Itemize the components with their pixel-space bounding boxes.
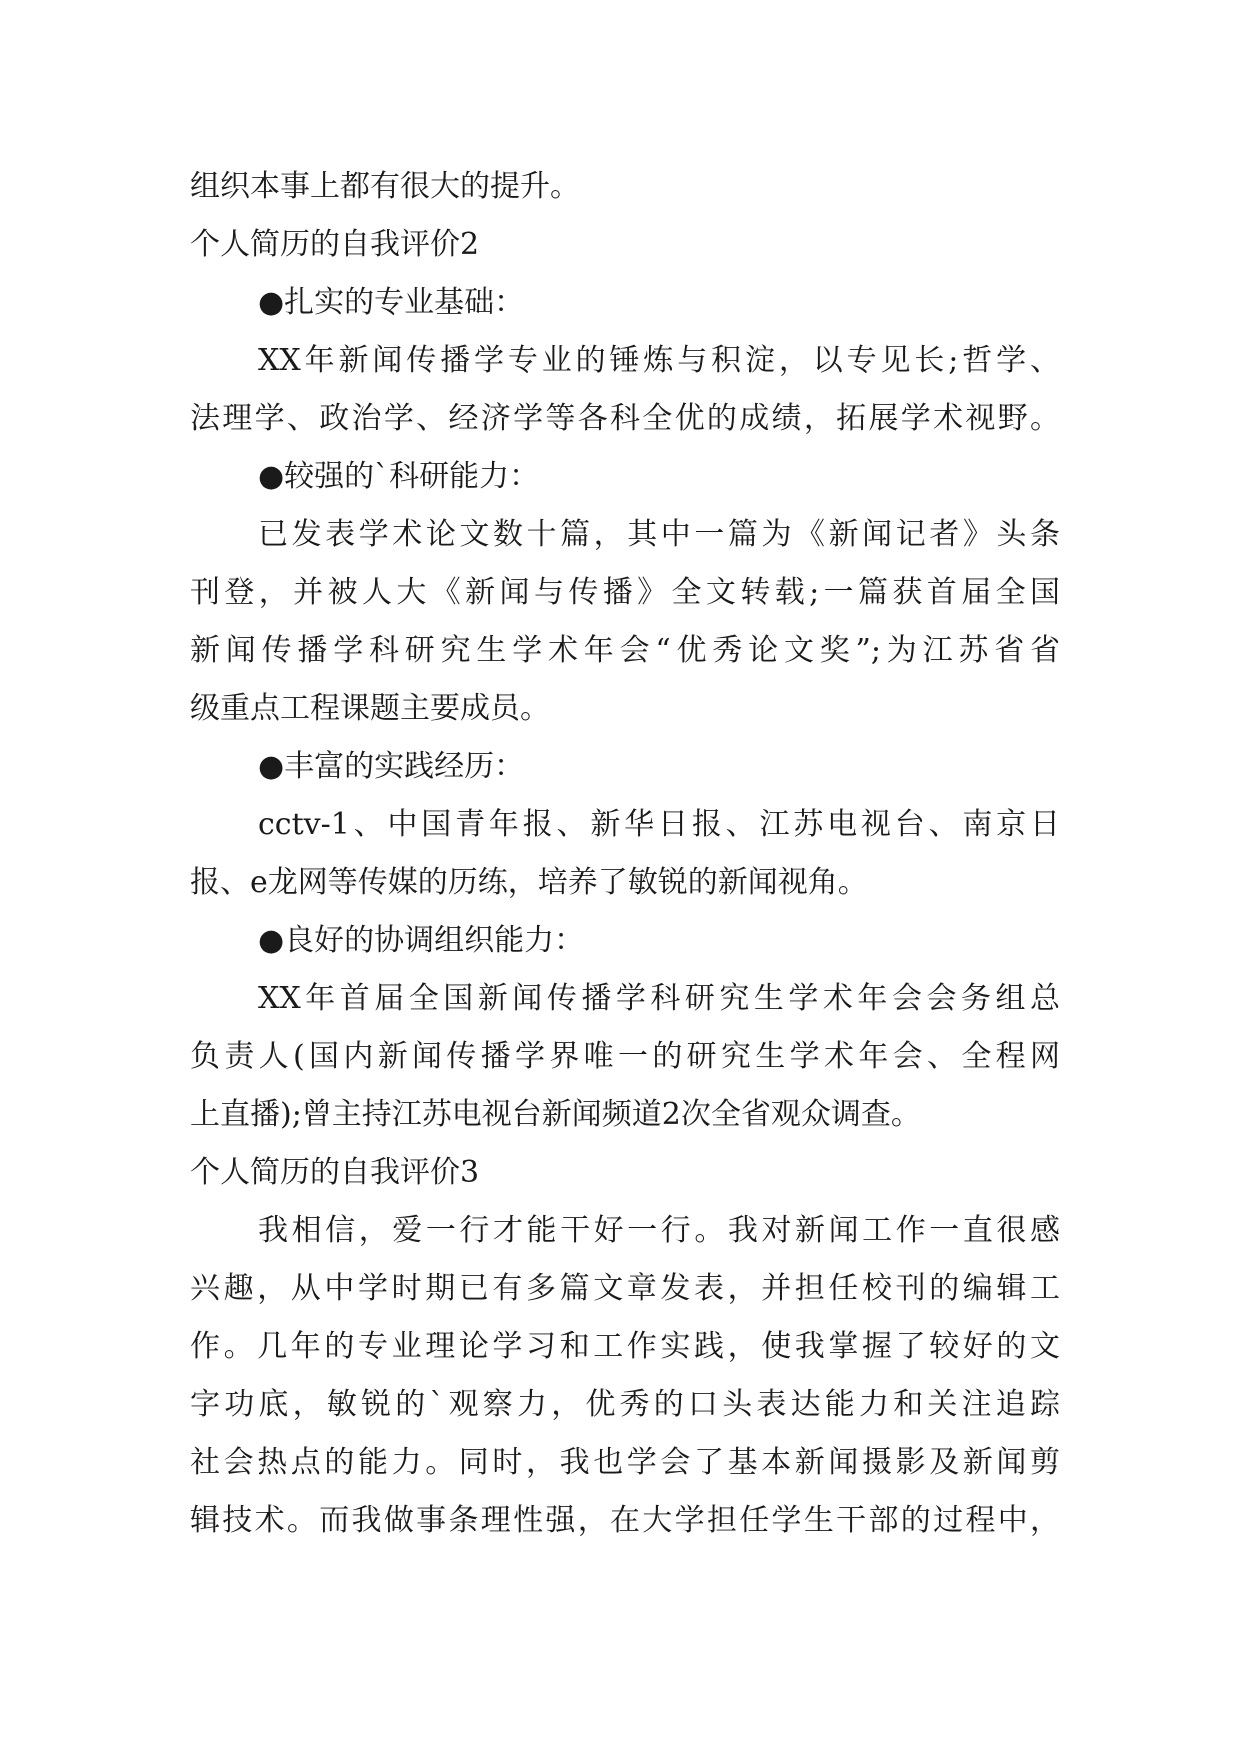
bullet-heading: ●丰富的实践经历： [258,749,525,784]
paragraph-line: 已发表学术论文数十篇，其中一篇为《新闻记者》头条 [258,517,1060,552]
bullet-heading: ●良好的协调组织能力： [258,923,585,958]
bullet-heading: ●扎实的专业基础： [258,285,525,320]
paragraph-line: 负责人(国内新闻传播学界唯一的研究生学术年会、全程网 [190,1039,1060,1074]
text-line: 组织本事上都有很大的提升。 [190,169,580,204]
paragraph-line: 辑技术。而我做事条理性强，在大学担任学生干部的过程中， [190,1503,1060,1538]
paragraph-line: 刊登，并被人大《新闻与传播》全文转载;一篇获首届全国 [190,575,1060,610]
paragraph-line: XX年新闻传播学专业的锤炼与积淀，以专见长;哲学、 [258,343,1060,378]
paragraph-line: 社会热点的能力。同时，我也学会了基本新闻摄影及新闻剪 [190,1445,1060,1480]
paragraph-line: 作。几年的专业理论学习和工作实践，使我掌握了较好的文 [190,1329,1060,1364]
paragraph-line: 上直播);曾主持江苏电视台新闻频道2次全省观众调查。 [190,1097,921,1132]
paragraph-line: 字功底，敏锐的`观察力，优秀的口头表达能力和关注追踪 [190,1387,1060,1422]
paragraph-line: 兴趣，从中学时期已有多篇文章发表，并担任校刊的编辑工 [190,1271,1060,1306]
paragraph-line: 级重点工程课题主要成员。 [190,691,550,726]
paragraph-line: 法理学、政治学、经济学等各科全优的成绩，拓展学术视野。 [190,401,1060,436]
paragraph-line: 我相信，爱一行才能干好一行。我对新闻工作一直很感 [258,1213,1060,1248]
paragraph-line: 新闻传播学科研究生学术年会“优秀论文奖”;为江苏省省 [190,633,1060,668]
paragraph-line: 报、e龙网等传媒的历练，培养了敏锐的新闻视角。 [190,865,868,900]
document-page [190,158,1060,1550]
paragraph-line: cctv-1、中国青年报、新华日报、江苏电视台、南京日 [258,807,1060,842]
section-heading: 个人简历的自我评价3 [190,1155,480,1190]
section-heading: 个人简历的自我评价2 [190,227,480,262]
bullet-heading: ●较强的`科研能力： [258,459,540,494]
paragraph-line: XX年首届全国新闻传播学科研究生学术年会会务组总 [258,981,1060,1016]
